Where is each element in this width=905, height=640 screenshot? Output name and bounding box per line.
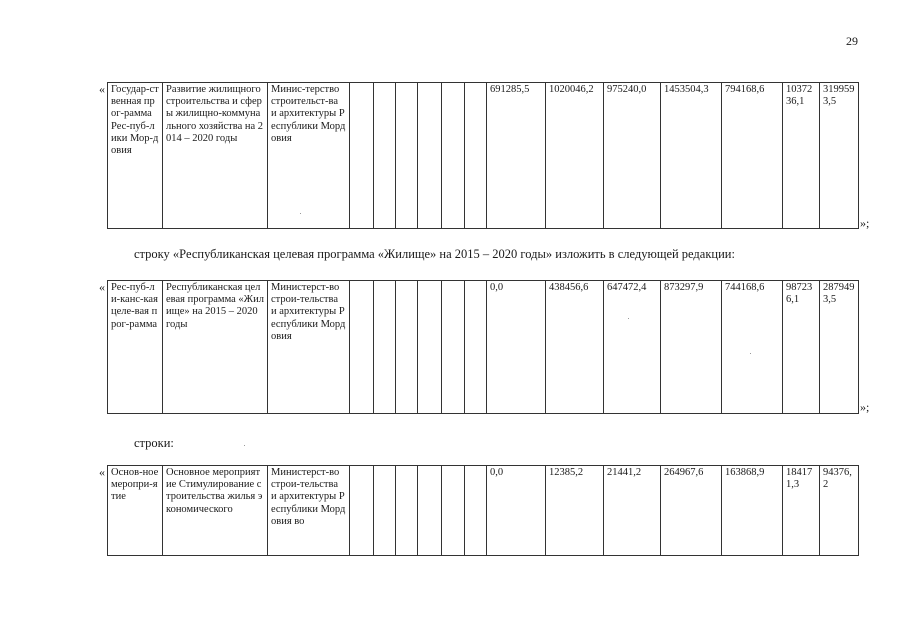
empty-cell	[350, 83, 374, 229]
program-name-cell: Рес-пуб-ли-канс-кая целе-вая прог-рамма	[108, 281, 163, 414]
value-cell: 987236,1	[783, 281, 820, 414]
value-cell: 975240,0	[604, 83, 661, 229]
scan-speck	[300, 213, 301, 214]
page-number: 29	[846, 34, 858, 48]
value-cell: 1020046,2	[546, 83, 604, 229]
program-table	[107, 465, 859, 556]
program-table	[107, 82, 859, 229]
empty-cell	[465, 466, 487, 556]
empty-cell	[396, 281, 418, 414]
program-description-cell: Основное мероприятие Стимулирование строительства жилья экономического	[163, 466, 268, 556]
empty-cell	[418, 83, 442, 229]
table-row	[108, 466, 859, 556]
value-cell: 438456,6	[546, 281, 604, 414]
instruction-text: строки:	[134, 436, 174, 450]
value-cell: 21441,2	[604, 466, 661, 556]
open-quote: «	[99, 280, 105, 294]
empty-cell	[374, 281, 396, 414]
value-cell: 1037236,1	[783, 83, 820, 229]
empty-cell	[396, 83, 418, 229]
empty-cell	[396, 466, 418, 556]
value-cell: 691285,5	[487, 83, 546, 229]
empty-cell	[350, 281, 374, 414]
value-cell: 94376,2	[820, 466, 859, 556]
value-cell: 163868,9	[722, 466, 783, 556]
open-quote: «	[99, 82, 105, 96]
value-cell: 1453504,3	[661, 83, 722, 229]
empty-cell	[442, 466, 465, 556]
empty-cell	[350, 466, 374, 556]
value-cell: 184171,3	[783, 466, 820, 556]
value-cell: 873297,9	[661, 281, 722, 414]
table-row	[108, 281, 859, 414]
scan-speck	[628, 318, 629, 319]
executor-cell: Министерст-во строи-тельства и архитектуры Республики Мордовия	[268, 281, 350, 414]
executor-cell: Минис-терство строительст-ва и архитектуры Республики Мордовия	[268, 83, 350, 229]
value-cell: 3199593,5	[820, 83, 859, 229]
value-cell: 12385,2	[546, 466, 604, 556]
empty-cell	[418, 466, 442, 556]
program-name-cell: Основ-ное меропри-ятие	[108, 466, 163, 556]
empty-cell	[442, 281, 465, 414]
value-cell: 794168,6	[722, 83, 783, 229]
instruction-text: строку «Республиканская целевая программа «Жилище» на 2015 – 2020 годы» изложить в следующей редакции:	[134, 247, 735, 261]
open-quote: «	[99, 465, 105, 479]
value-cell: 647472,4	[604, 281, 661, 414]
value-cell: 0,0	[487, 281, 546, 414]
empty-cell	[374, 466, 396, 556]
empty-cell	[374, 83, 396, 229]
value-cell: 2879493,5	[820, 281, 859, 414]
empty-cell	[465, 83, 487, 229]
program-name-cell: Государ-ственная прог-рамма Рес-пуб-лики Мор-довия	[108, 83, 163, 229]
scan-speck	[244, 445, 245, 446]
close-quote: »;	[860, 216, 870, 230]
empty-cell	[418, 281, 442, 414]
scan-speck	[750, 353, 751, 354]
program-table	[107, 280, 859, 414]
table-row	[108, 83, 859, 229]
empty-cell	[465, 281, 487, 414]
value-cell: 744168,6	[722, 281, 783, 414]
program-description-cell: Республиканская целевая программа «Жилище» на 2015 – 2020 годы	[163, 281, 268, 414]
value-cell: 264967,6	[661, 466, 722, 556]
empty-cell	[442, 83, 465, 229]
value-cell: 0,0	[487, 466, 546, 556]
program-description-cell: Развитие жилищного строительства и сферы жилищно-коммунального хозяйства на 2014 – 2020 годы	[163, 83, 268, 229]
executor-cell: Министерст-во строи-тельства и архитектуры Республики Мордовия во	[268, 466, 350, 556]
close-quote: »;	[860, 400, 870, 414]
